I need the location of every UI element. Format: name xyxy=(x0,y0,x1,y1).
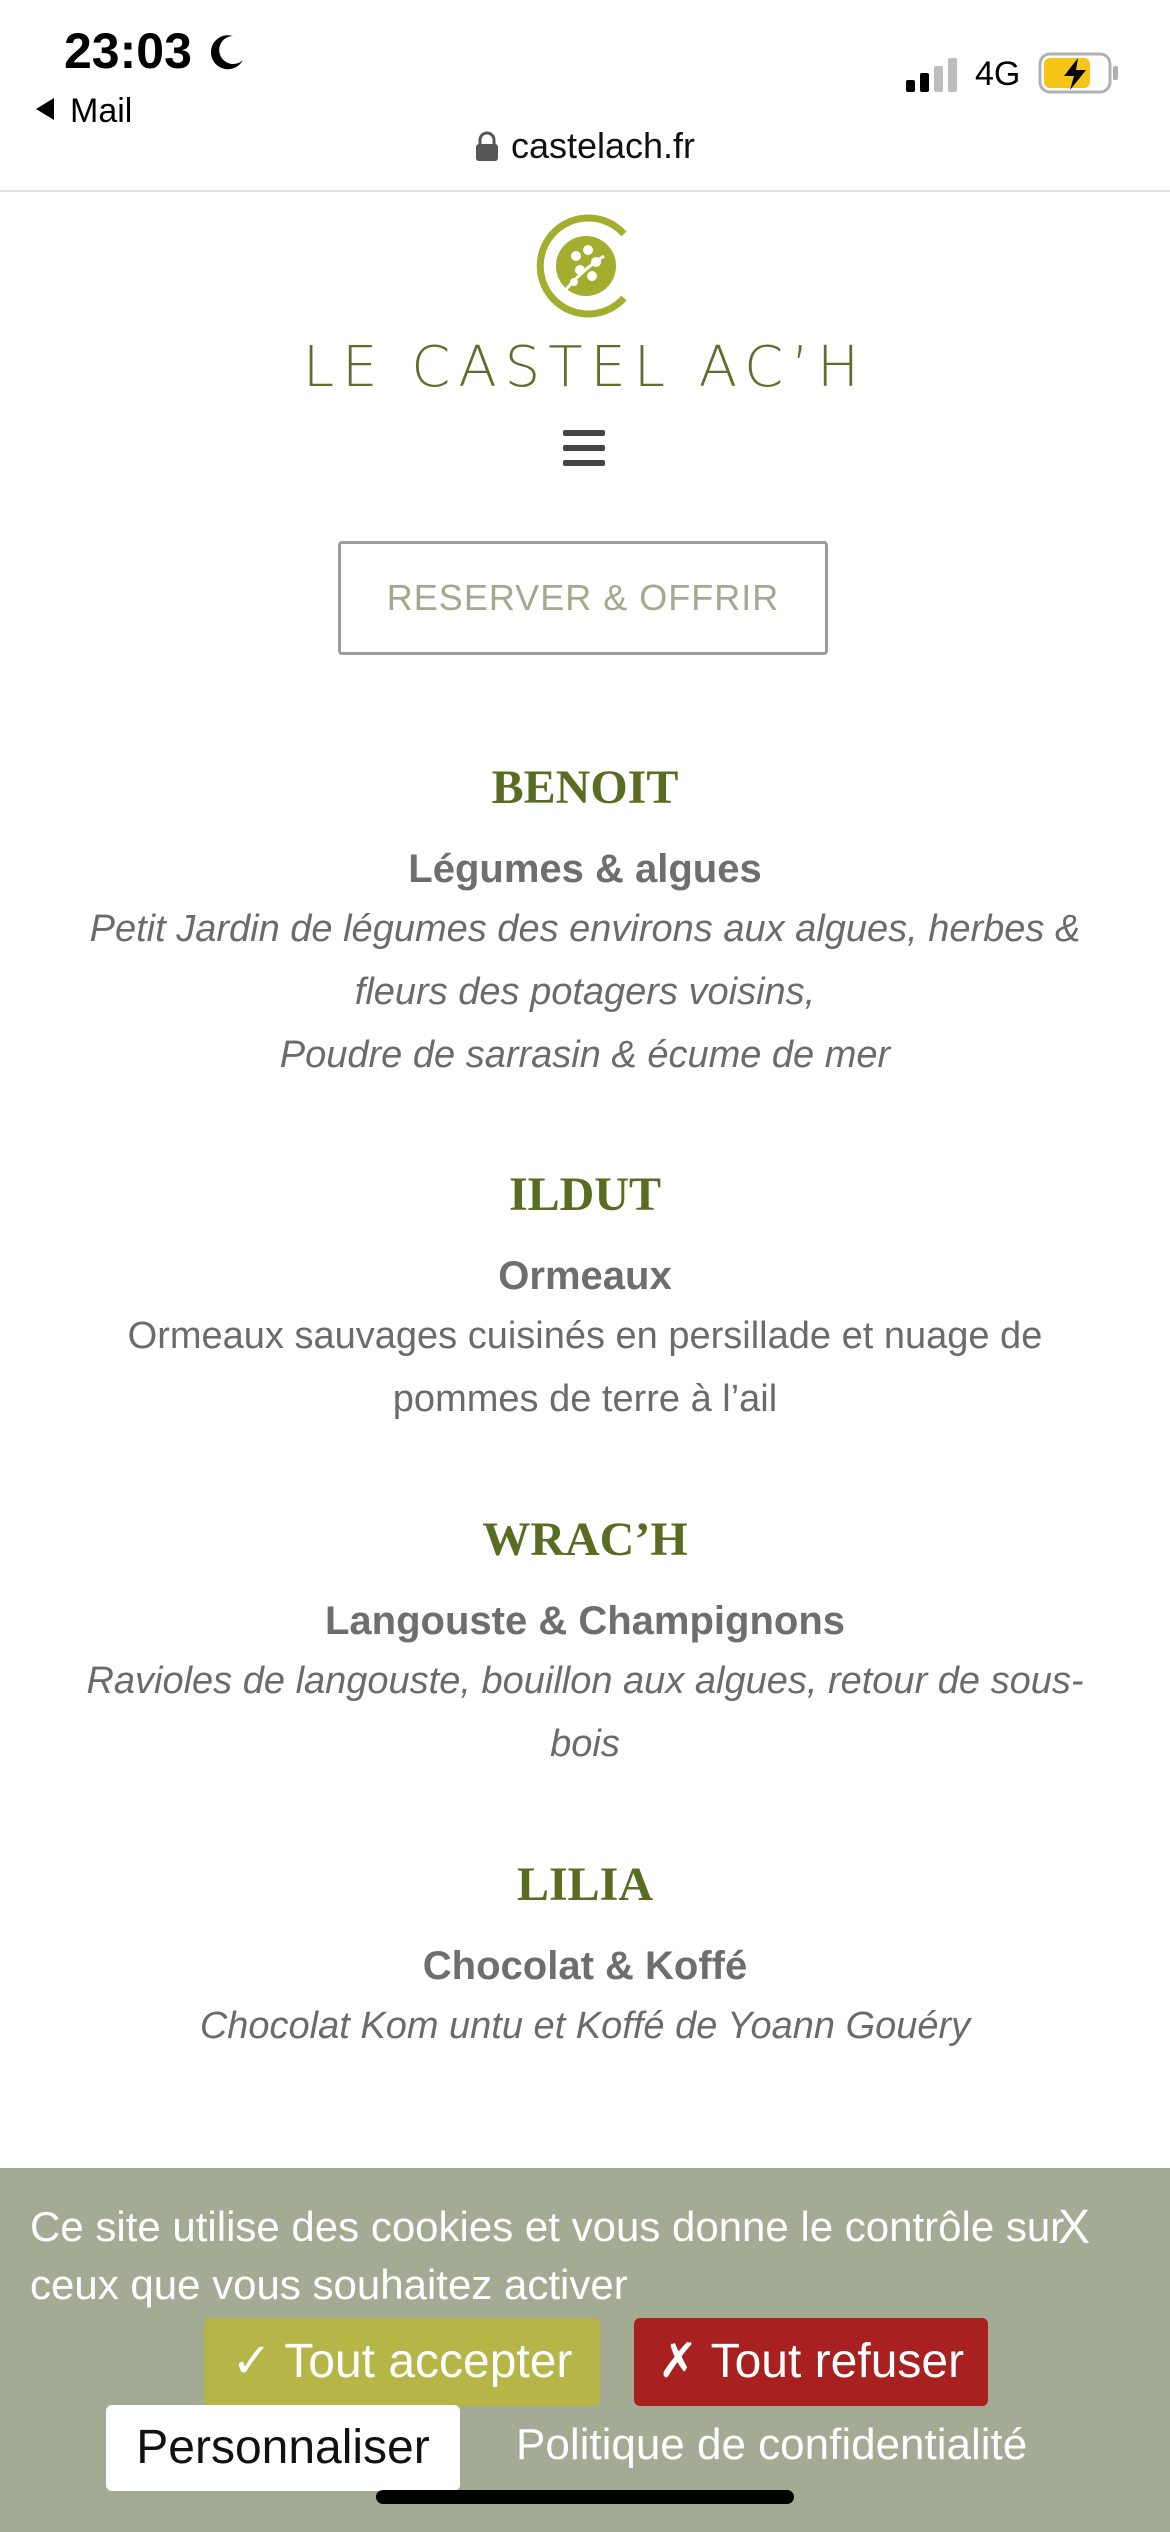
dish-name: Langouste & Champignons xyxy=(325,1599,845,1643)
description-line: Chocolat Kom untu et Koffé de Yoann Gouéry xyxy=(199,2005,971,2047)
description-line: Poudre de sarrasin & écume de mer xyxy=(279,1034,891,1076)
course-title: LILIA xyxy=(516,1858,654,1911)
signal-icon xyxy=(906,58,958,92)
clock: 23:03 xyxy=(64,23,192,79)
menu-section-lilia xyxy=(60,1857,1110,2058)
dish-description xyxy=(60,1650,1110,1776)
reserve-offer-button[interactable]: RESERVER & OFFRIR xyxy=(338,541,828,655)
description-line: Petit Jardin de légumes des environs aux algues, herbes & xyxy=(89,908,1081,950)
course-title: BENOIT xyxy=(491,761,679,814)
course-title: ILDUT xyxy=(508,1168,662,1221)
description-line: pommes de terre à l’ail xyxy=(392,1378,778,1420)
network-type: 4G xyxy=(975,55,1021,93)
refuse-all-button[interactable]: ✗ Tout refuser xyxy=(634,2318,988,2406)
back-arrow-icon xyxy=(36,98,54,120)
dish-description xyxy=(60,1305,1110,1431)
lock-icon xyxy=(475,131,499,161)
battery-charging-icon xyxy=(1038,52,1120,94)
url-text: castelach.fr xyxy=(510,125,696,166)
customize-button[interactable]: Personnaliser xyxy=(106,2405,460,2491)
menu-section-wrach xyxy=(60,1512,1110,1776)
menu-section-benoit xyxy=(60,760,1110,1087)
dish-name: Ormeaux xyxy=(498,1254,672,1298)
description-line: fleurs des potagers voisins, xyxy=(354,971,816,1013)
dish-description xyxy=(60,1995,1110,2058)
status-bar xyxy=(0,0,1170,192)
dish-description xyxy=(60,898,1110,1087)
cookie-message: Ce site utilise des cookies et vous donne le contrôle sur ceux que vous souhaitez activer xyxy=(30,2203,1065,2308)
description-line: Ormeaux sauvages cuisinés en persillade et nuage de xyxy=(127,1315,1043,1357)
hamburger-menu-icon[interactable] xyxy=(563,430,605,466)
description-line: bois xyxy=(550,1723,620,1765)
brand-wordmark: LE CASTEL AC’H xyxy=(302,335,868,400)
moon-icon xyxy=(207,32,247,72)
accept-all-button[interactable]: ✓ Tout accepter xyxy=(204,2318,600,2406)
menu-section-ildut xyxy=(60,1167,1110,1431)
back-app-label: Mail xyxy=(70,92,133,130)
address-bar[interactable] xyxy=(0,125,1170,167)
home-indicator[interactable] xyxy=(376,2490,794,2504)
castel-ach-logo-icon xyxy=(532,210,638,322)
description-line: Ravioles de langouste, bouillon aux algues, retour de sous- xyxy=(86,1660,1084,1702)
course-title: WRAC’H xyxy=(482,1513,688,1566)
dish-name: Légumes & algues xyxy=(408,847,762,891)
dish-name: Chocolat & Koffé xyxy=(422,1944,748,1988)
close-icon[interactable]: X xyxy=(1058,2201,1091,2254)
privacy-policy-link[interactable]: Politique de confidentialité xyxy=(516,2420,1028,2469)
